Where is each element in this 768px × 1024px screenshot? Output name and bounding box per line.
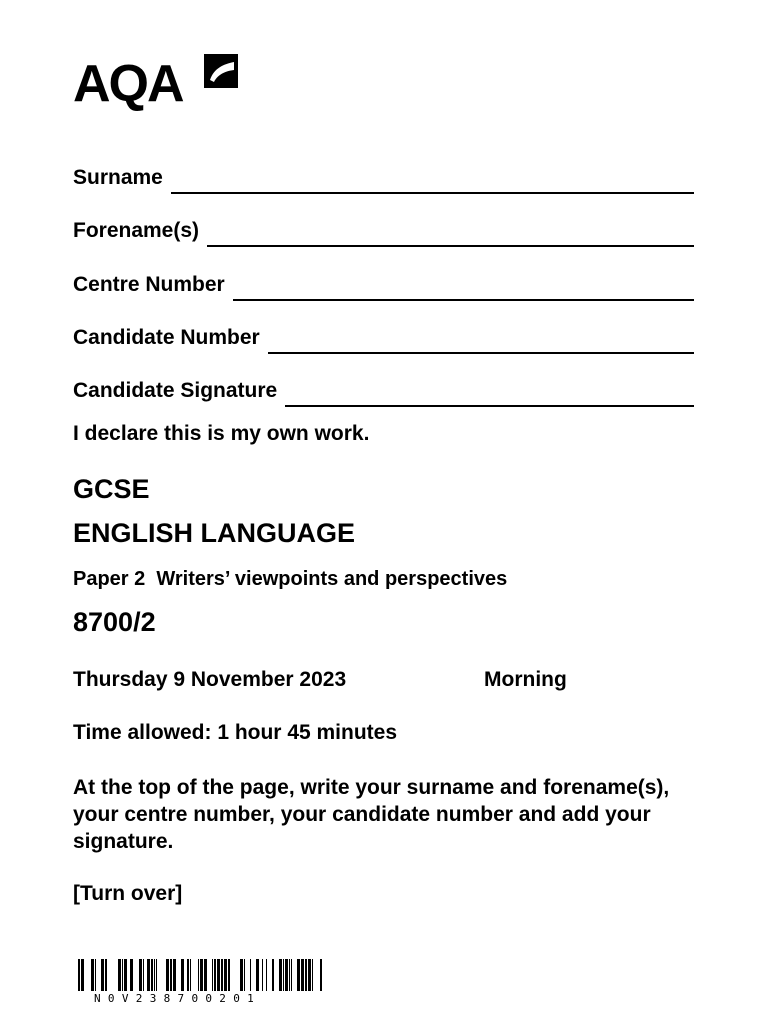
barcode-bar xyxy=(81,959,84,991)
barcode-bar xyxy=(173,959,176,991)
forename-field xyxy=(73,217,694,243)
barcode-bar xyxy=(154,959,155,991)
barcode-number: N0V238700201 xyxy=(94,992,262,1005)
barcode-bar xyxy=(124,959,127,991)
surname-field xyxy=(73,164,694,190)
exam-date: Thursday 9 November 2023 xyxy=(73,668,347,691)
surname-label: Surname xyxy=(73,166,163,189)
barcode-bar xyxy=(250,959,251,991)
barcode-bar xyxy=(78,959,80,991)
barcode-bar xyxy=(190,959,191,991)
barcode-bar xyxy=(305,959,307,991)
barcode-bar xyxy=(272,959,274,991)
barcode-bar xyxy=(147,959,150,991)
instructions-text: At the top of the page, write your surname and forename(s), your centre number, your candidate number and add your signature. xyxy=(73,776,670,853)
barcode-bar xyxy=(291,959,292,991)
barcode-bar xyxy=(204,959,207,991)
surname-line[interactable] xyxy=(171,176,694,194)
barcode-bar xyxy=(289,959,290,991)
candidate-number-field xyxy=(73,324,694,350)
barcode-bar xyxy=(266,959,267,991)
logo-text: AQA xyxy=(73,55,183,113)
surname-input[interactable] xyxy=(171,177,694,193)
barcode-icon xyxy=(78,959,322,991)
candidate-number-input[interactable] xyxy=(268,337,694,353)
barcode-bar xyxy=(139,959,142,991)
barcode-bar xyxy=(256,959,259,991)
barcode-bar xyxy=(214,959,216,991)
barcode-bar xyxy=(212,959,213,991)
barcode-bar xyxy=(244,959,245,991)
barcode-bar xyxy=(198,959,199,991)
barcode-bar xyxy=(200,959,203,991)
barcode-bar xyxy=(221,959,223,991)
barcode-bar xyxy=(301,959,304,991)
turn-over-text: [Turn over] xyxy=(73,882,183,905)
barcode-bar xyxy=(217,959,220,991)
paper-code: 8700/2 xyxy=(73,607,156,637)
candidate-number-label: Candidate Number xyxy=(73,326,260,349)
time-allowed: Time allowed: 1 hour 45 minutes xyxy=(73,721,398,744)
barcode-bar xyxy=(283,959,284,991)
barcode-bar xyxy=(143,959,144,991)
barcode-bar xyxy=(166,959,169,991)
barcode-bar xyxy=(320,959,322,991)
barcode-bar xyxy=(279,959,282,991)
candidate-signature-input[interactable] xyxy=(285,390,694,406)
candidate-signature-label: Candidate Signature xyxy=(73,379,278,402)
subject-title: ENGLISH LANGUAGE xyxy=(73,518,356,548)
barcode-bar xyxy=(285,959,288,991)
barcode-bar xyxy=(228,959,230,991)
barcode-bar xyxy=(105,959,107,991)
centre-number-input[interactable] xyxy=(233,284,694,300)
forename-input[interactable] xyxy=(207,230,694,246)
barcode-bar xyxy=(187,959,189,991)
paper-title: Paper 2 Writers’ viewpoints and perspectives xyxy=(73,568,508,590)
barcode-bar xyxy=(308,959,311,991)
barcode-bar xyxy=(122,959,123,991)
aqa-swoosh-icon xyxy=(204,54,238,88)
barcode-bar xyxy=(118,959,121,991)
barcode-bar xyxy=(95,959,96,991)
centre-number-label: Centre Number xyxy=(73,273,225,296)
centre-number-line[interactable] xyxy=(233,283,694,301)
exam-session: Morning xyxy=(484,668,567,691)
barcode-bar xyxy=(156,959,157,991)
barcode-bar xyxy=(224,959,227,991)
declaration-text: I declare this is my own work. xyxy=(73,422,370,445)
barcode-bar xyxy=(181,959,184,991)
candidate-signature-line[interactable] xyxy=(285,389,694,407)
barcode-bar xyxy=(101,959,104,991)
forename-line[interactable] xyxy=(207,229,694,247)
barcode-bar xyxy=(312,959,313,991)
qualification-title: GCSE xyxy=(73,474,150,504)
barcode-bar xyxy=(151,959,153,991)
candidate-signature-field xyxy=(73,377,694,403)
barcode-bar xyxy=(240,959,243,991)
barcode-bar xyxy=(262,959,263,991)
centre-number-field xyxy=(73,271,694,297)
forename-label: Forename(s) xyxy=(73,219,200,242)
barcode-bar xyxy=(91,959,94,991)
candidate-number-line[interactable] xyxy=(268,336,694,354)
barcode-bar xyxy=(130,959,133,991)
barcode-bar xyxy=(170,959,172,991)
barcode-bar xyxy=(297,959,300,991)
